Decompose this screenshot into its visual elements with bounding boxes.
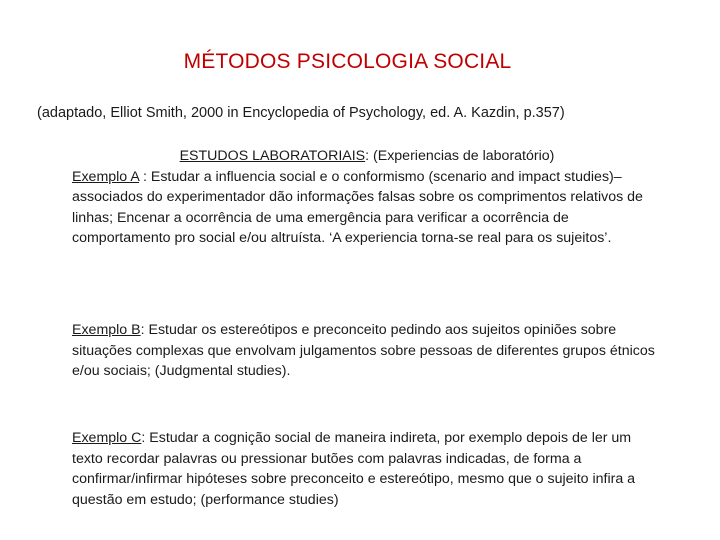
example-a-label: Exemplo A xyxy=(72,168,140,185)
page-subtitle: (adaptado, Elliot Smith, 2000 in Encyclopedia of Psychology, ed. A. Kazdin, p.357) xyxy=(37,105,565,121)
lab-studies-heading: ESTUDOS LABORATORIAIS xyxy=(179,148,366,164)
lab-studies-heading-suffix: : (Experiencias de laboratório) xyxy=(365,148,555,164)
page-title: MÉTODOS PSICOLOGIA SOCIAL xyxy=(183,50,512,73)
example-b xyxy=(72,320,662,382)
example-c xyxy=(72,428,662,510)
example-b-label: Exemplo B xyxy=(72,322,141,338)
example-b-paragraph xyxy=(72,320,662,382)
example-b-text: : Estudar os estereótipos e preconceito pedindo aos sujeitos opiniões sobre situações complexas que envolvam julgamentos sobre pessoas de diferentes grupos étnicos e/ou sociais; (Judgmental studies). xyxy=(72,322,655,379)
example-c-text: : Estudar a cognição social de maneira indireta, por exemplo depois de ler um texto recordar palavras ou pressionar butões com palavras indicadas, de forma a confirmar/infirmar hipóteses sobre preconceito e estereótipo, mesmo que o sujeito infira a questão em estudo; (performance studies) xyxy=(72,430,636,508)
lab-studies-heading-line xyxy=(72,146,662,167)
example-c-paragraph xyxy=(72,428,662,510)
example-c-label: Exemplo C xyxy=(72,430,142,446)
example-a-text: : Estudar a influencia social e o conformismo (scenario and impact studies)– associados do experimentador dão informações falsas sobre os comprimentos relativos de linhas; Encenar a ocorrência de uma emergência para verificar a ocorrência de comportamento pro social e/ou altruísta. ‘A experiencia torna-se real para os sujeitos’. xyxy=(72,168,643,246)
example-a xyxy=(72,167,662,249)
lab-studies-section xyxy=(72,146,662,249)
